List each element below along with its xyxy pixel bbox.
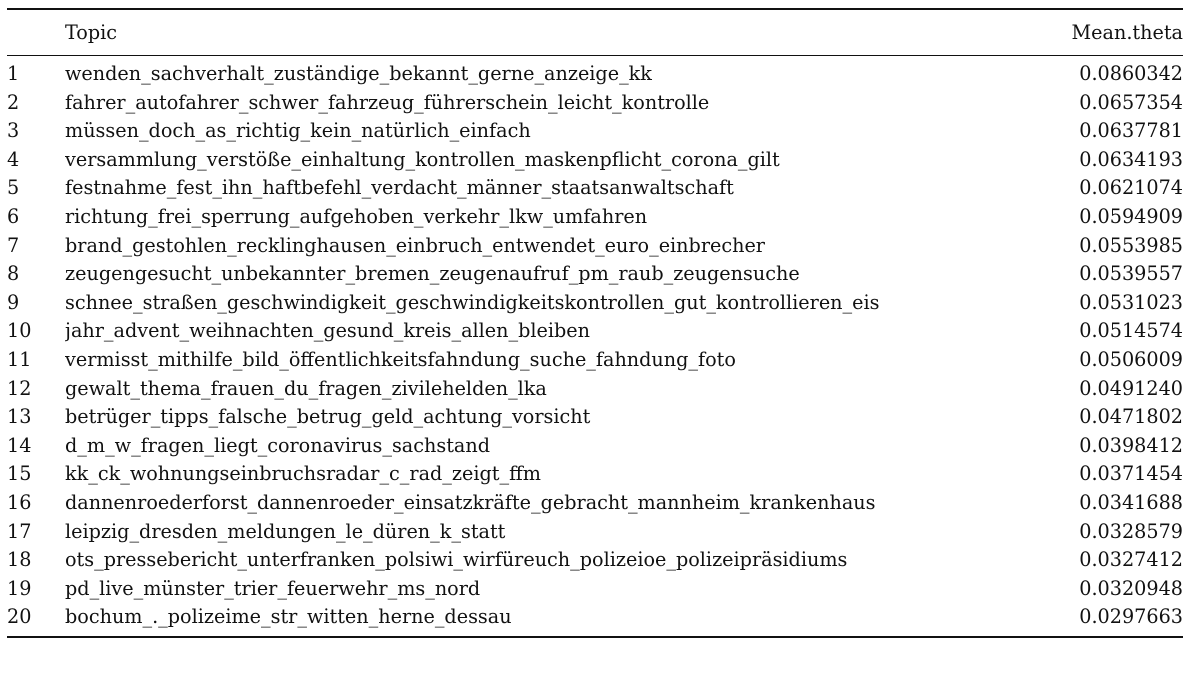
row-mean-theta: 0.0514574 <box>1079 319 1183 343</box>
table-row <box>7 575 1183 604</box>
row-topic: wenden_sachverhalt_zuständige_bekannt_gerne_anzeige_kk <box>65 62 652 85</box>
table-row <box>7 432 1183 461</box>
row-index: 10 <box>7 319 32 343</box>
table-row <box>7 260 1183 289</box>
row-topic: versammlung_verstöße_einhaltung_kontrollen_maskenpflicht_corona_gilt <box>65 147 780 171</box>
row-mean-theta: 0.0328579 <box>1079 519 1183 543</box>
row-mean-theta: 0.0594909 <box>1079 204 1183 228</box>
table-row <box>7 203 1183 232</box>
row-topic: leipzig_dresden_meldungen_le_düren_k_statt <box>65 519 506 543</box>
row-index: 13 <box>7 405 32 429</box>
row-mean-theta: 0.0506009 <box>1079 347 1183 371</box>
table-row <box>7 317 1183 346</box>
row-index: 3 <box>7 119 20 143</box>
row-mean-theta: 0.0621074 <box>1079 176 1183 200</box>
row-index: 2 <box>7 90 20 114</box>
row-mean-theta: 0.0320948 <box>1079 576 1183 600</box>
topic-table-body <box>7 56 1183 636</box>
table-row <box>7 174 1183 203</box>
row-mean-theta: 0.0327412 <box>1079 548 1183 572</box>
table-row <box>7 518 1183 547</box>
row-topic: zeugengesucht_unbekannter_bremen_zeugenaufruf_pm_raub_zeugensuche <box>65 262 800 286</box>
row-index: 1 <box>7 62 20 85</box>
table-row <box>7 89 1183 118</box>
row-index: 5 <box>7 176 20 200</box>
row-index: 19 <box>7 576 32 600</box>
row-topic: müssen_doch_as_richtig_kein_natürlich_einfach <box>65 119 531 143</box>
row-mean-theta: 0.0531023 <box>1079 290 1183 314</box>
row-mean-theta: 0.0297663 <box>1079 605 1183 629</box>
table-body <box>7 56 1183 636</box>
row-mean-theta: 0.0398412 <box>1079 433 1183 457</box>
row-topic: gewalt_thema_frauen_du_fragen_zivilehelden_lka <box>65 376 547 400</box>
row-topic: betrüger_tipps_falsche_betrug_geld_achtung_vorsicht <box>65 405 591 429</box>
row-topic: dannenroederforst_dannenroeder_einsatzkräfte_gebracht_mannheim_krankenhaus <box>65 490 876 514</box>
table-row <box>7 603 1183 636</box>
table-row <box>7 489 1183 518</box>
row-topic: bochum_._polizeime_str_witten_herne_dessau <box>65 605 512 629</box>
row-mean-theta: 0.0491240 <box>1079 376 1183 400</box>
row-mean-theta: 0.0657354 <box>1079 90 1183 114</box>
row-topic: vermisst_mithilfe_bild_öffentlichkeitsfahndung_suche_fahndung_foto <box>65 347 736 371</box>
header-mean-theta: Mean.theta <box>1071 21 1183 44</box>
row-index: 15 <box>7 462 32 486</box>
row-topic: ots_pressebericht_unterfranken_polsiwi_wirfüreuch_polizeioe_polizeipräsidiums <box>65 548 848 572</box>
bottom-rule <box>7 636 1183 638</box>
row-mean-theta: 0.0553985 <box>1079 233 1183 257</box>
row-mean-theta: 0.0539557 <box>1079 262 1183 286</box>
table-row <box>7 403 1183 432</box>
row-index: 8 <box>7 262 20 286</box>
header-row <box>7 10 1183 55</box>
topic-table-container <box>7 8 1183 638</box>
row-index: 20 <box>7 605 32 629</box>
row-mean-theta: 0.0341688 <box>1079 490 1183 514</box>
table-row <box>7 146 1183 175</box>
table-row <box>7 346 1183 375</box>
row-mean-theta: 0.0634193 <box>1079 147 1183 171</box>
row-index: 17 <box>7 519 32 543</box>
row-topic: kk_ck_wohnungseinbruchsradar_c_rad_zeigt_ffm <box>65 462 541 486</box>
row-index: 4 <box>7 147 20 171</box>
row-index: 11 <box>7 347 32 371</box>
row-mean-theta: 0.0637781 <box>1079 119 1183 143</box>
row-mean-theta: 0.0371454 <box>1079 462 1183 486</box>
row-topic: festnahme_fest_ihn_haftbefehl_verdacht_männer_staatsanwaltschaft <box>65 176 734 200</box>
row-index: 18 <box>7 548 32 572</box>
row-topic: jahr_advent_weihnachten_gesund_kreis_allen_bleiben <box>65 319 591 343</box>
topic-table <box>7 10 1183 55</box>
table-row <box>7 232 1183 261</box>
table-row <box>7 289 1183 318</box>
row-topic: fahrer_autofahrer_schwer_fahrzeug_führerschein_leicht_kontrolle <box>65 90 710 114</box>
row-topic: schnee_straßen_geschwindigkeit_geschwindigkeitskontrollen_gut_kontrollieren_eis <box>65 290 880 314</box>
row-topic: brand_gestohlen_recklinghausen_einbruch_entwendet_euro_einbrecher <box>65 233 765 257</box>
table-row <box>7 546 1183 575</box>
table-row <box>7 56 1183 89</box>
table-row <box>7 375 1183 404</box>
row-topic: richtung_frei_sperrung_aufgehoben_verkehr_lkw_umfahren <box>65 204 648 228</box>
table-row <box>7 117 1183 146</box>
row-index: 6 <box>7 204 20 228</box>
row-mean-theta: 0.0860342 <box>1079 62 1183 85</box>
row-index: 7 <box>7 233 20 257</box>
row-index: 16 <box>7 490 32 514</box>
row-mean-theta: 0.0471802 <box>1079 405 1183 429</box>
header-index <box>7 10 65 55</box>
row-topic: d_m_w_fragen_liegt_coronavirus_sachstand <box>65 433 490 457</box>
row-index: 12 <box>7 376 32 400</box>
row-topic: pd_live_münster_trier_feuerwehr_ms_nord <box>65 576 481 600</box>
row-index: 9 <box>7 290 20 314</box>
table-header <box>7 10 1183 55</box>
row-index: 14 <box>7 433 32 457</box>
header-topic: Topic <box>65 21 118 44</box>
table-row <box>7 460 1183 489</box>
